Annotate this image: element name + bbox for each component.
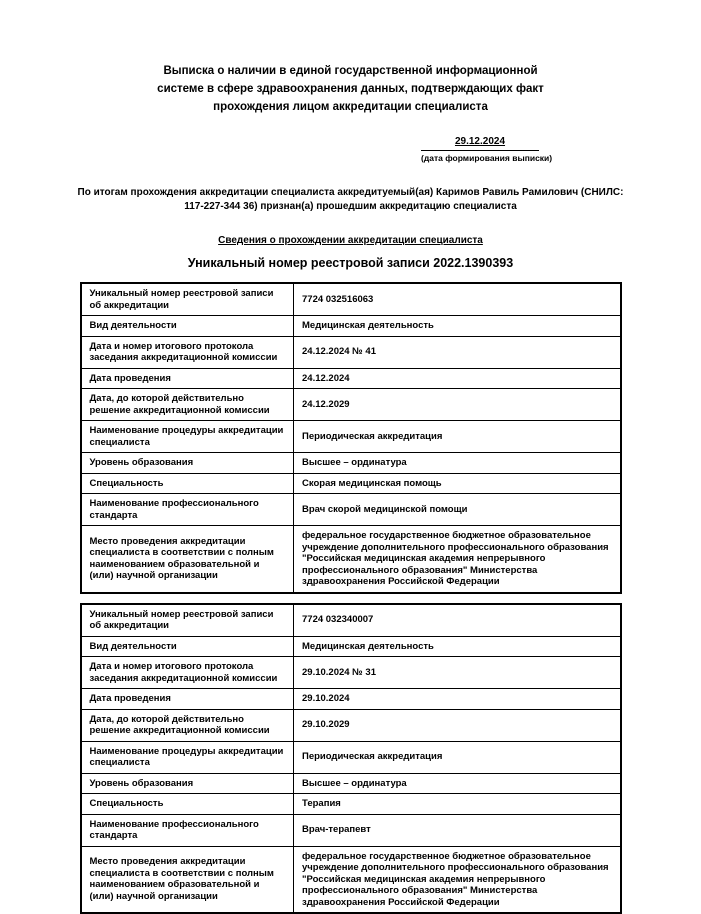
row-value: федеральное государственное бюджетное образовательное учреждение дополнительного профессионального образования "Российская медицинская академия непрерывного профессионального образования" Министерства здравоохранения Российской Федерации: [294, 526, 621, 593]
row-label: Место проведения аккредитации специалиста в соответствии с полным наименованием образовательной и (или) научной организации: [81, 526, 294, 593]
accreditation-summary-paragraph: По итогам прохождения аккредитации специалиста аккредитуемый(ая) Каримов Равиль Рамилович (СНИЛС: 117-227-344 36) признан(а) прошедшим аккредитацию специалиста: [71, 186, 631, 214]
table-row: [81, 773, 621, 794]
registry-number-heading: Уникальный номер реестровой записи 2022.1390393: [0, 256, 701, 270]
row-label: Дата и номер итогового протокола заседания аккредитационной комиссии: [81, 657, 294, 689]
extract-date-value: 29.12.2024: [421, 136, 539, 151]
table-row: [81, 453, 621, 474]
row-value: 29.10.2024: [294, 689, 621, 710]
accreditation-table-1: [80, 282, 622, 594]
row-label: Специальность: [81, 473, 294, 494]
row-label: Уникальный номер реестровой записи об аккредитации: [81, 604, 294, 637]
document-title: [0, 0, 701, 116]
row-value: 7724 032516063: [294, 283, 621, 316]
row-value: Высшее – ординатура: [294, 453, 621, 474]
row-value: 29.10.2024 № 31: [294, 657, 621, 689]
row-value: Периодическая аккредитация: [294, 741, 621, 773]
row-label: Уникальный номер реестровой записи об аккредитации: [81, 283, 294, 316]
table-row: [81, 814, 621, 846]
row-label: Наименование профессионального стандарта: [81, 494, 294, 526]
row-value: Периодическая аккредитация: [294, 421, 621, 453]
table-row: [81, 316, 621, 337]
accreditation-table-2: [80, 603, 622, 914]
table-row: [81, 657, 621, 689]
extract-date-caption: (дата формирования выписки): [421, 151, 539, 163]
row-value: федеральное государственное бюджетное образовательное учреждение дополнительного профессионального образования "Российская медицинская академия непрерывного профессионального образования" Министерства здравоохранения Российской Федерации: [294, 846, 621, 913]
table-row: [81, 336, 621, 368]
row-label: Уровень образования: [81, 773, 294, 794]
row-value: Медицинская деятельность: [294, 316, 621, 337]
row-label: Наименование профессионального стандарта: [81, 814, 294, 846]
document-title-line-2: системе в сфере здравоохранения данных, подтверждающих факт: [0, 80, 701, 98]
row-label: Вид деятельности: [81, 636, 294, 657]
section-heading: Сведения о прохождении аккредитации специалиста: [0, 235, 701, 246]
table-row: [81, 689, 621, 710]
document-title-line-1: Выписка о наличии в единой государственной информационной: [0, 62, 701, 80]
table-row: [81, 473, 621, 494]
row-label: Уровень образования: [81, 453, 294, 474]
row-value: 24.12.2024: [294, 368, 621, 389]
row-label: Дата, до которой действительно решение аккредитационной комиссии: [81, 709, 294, 741]
table-row: [81, 741, 621, 773]
table-row: [81, 283, 621, 316]
table-row: [81, 846, 621, 913]
row-label: Наименование процедуры аккредитации специалиста: [81, 741, 294, 773]
row-label: Наименование процедуры аккредитации специалиста: [81, 421, 294, 453]
table-row: [81, 794, 621, 815]
row-value: Терапия: [294, 794, 621, 815]
table-row: [81, 636, 621, 657]
table-row: [81, 494, 621, 526]
row-label: Дата и номер итогового протокола заседания аккредитационной комиссии: [81, 336, 294, 368]
row-value: 24.12.2024 № 41: [294, 336, 621, 368]
row-label: Специальность: [81, 794, 294, 815]
document-title-line-3: прохождения лицом аккредитации специалиста: [0, 98, 701, 116]
row-label: Дата проведения: [81, 368, 294, 389]
row-label: Место проведения аккредитации специалиста в соответствии с полным наименованием образовательной и (или) научной организации: [81, 846, 294, 913]
extract-date-block: [421, 136, 539, 163]
row-value: Медицинская деятельность: [294, 636, 621, 657]
row-label: Дата проведения: [81, 689, 294, 710]
row-label: Дата, до которой действительно решение аккредитационной комиссии: [81, 389, 294, 421]
table-row: [81, 389, 621, 421]
table-row: [81, 526, 621, 593]
table-row: [81, 421, 621, 453]
row-value: 7724 032340007: [294, 604, 621, 637]
table-row: [81, 368, 621, 389]
row-value: 29.10.2029: [294, 709, 621, 741]
row-value: Скорая медицинская помощь: [294, 473, 621, 494]
row-label: Вид деятельности: [81, 316, 294, 337]
row-value: 24.12.2029: [294, 389, 621, 421]
table-row: [81, 709, 621, 741]
table-row: [81, 604, 621, 637]
row-value: Врач скорой медицинской помощи: [294, 494, 621, 526]
row-value: Врач-терапевт: [294, 814, 621, 846]
row-value: Высшее – ординатура: [294, 773, 621, 794]
